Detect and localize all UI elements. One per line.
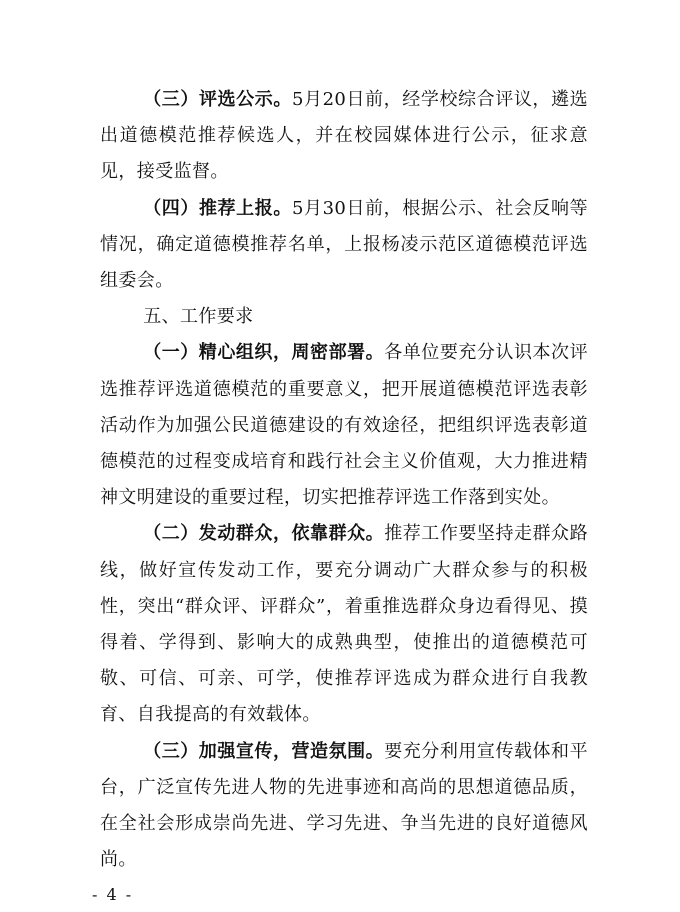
paragraph-selection-publicity [100,82,588,191]
document-body [100,82,588,878]
paragraph-lead: （一）精心组织，周密部署。 [143,342,385,364]
paragraph-text: 推荐工作要坚持走群众路线，做好宣传发动工作，要充分调动广大群众参与的积极性，突出“群众评、评群众”，着重推选群众身边看得见、摸得着、学得到、影响大的成熟典型，使推出的道德模范可敬、可信、可亲、可学，使推荐评选成为群众进行自我教育、自我提高的有效载体。 [100,523,588,726]
paragraph-requirement-organize [100,335,588,516]
paragraph-text: 5月30日前，根据公示、社会反响等情况，确定道德模推荐名单，上报杨凌示范区道德模范评选组委会。 [100,197,588,292]
page-number: - 4 - [92,885,134,904]
paragraph-requirement-publicize [100,734,588,879]
paragraph-lead: （四）推荐上报。 [143,197,292,219]
paragraph-lead: （三）加强宣传，营造氛围。 [143,740,385,762]
paragraph-text: 要充分利用宣传载体和平台，广泛宣传先进人物的先进事迹和高尚的思想道德品质，在全社会形成崇尚先进、学习先进、争当先进的良好道德风尚。 [100,740,588,871]
paragraph-lead: （三）评选公示。 [143,89,292,110]
section-heading: 五、工作要求 [143,306,254,328]
paragraph-text: 各单位要充分认识本次评选推荐评选道德模范的重要意义，把开展道德模范评选表彰活动作为加强公民道德建设的有效途径，把组织评选表彰道德模范的过程变成培育和践行社会主义价值观，大力推进精神文明建设的重要过程，切实把推荐评选工作落到实处。 [100,342,588,509]
paragraph-text: 5月20日前，经学校综合评议，遴选出道德模范推荐候选人，并在校园媒体进行公示，征求意见，接受监督。 [100,89,588,183]
paragraph-requirement-mobilize [100,516,588,733]
paragraph-recommend-report [100,191,588,300]
paragraph-lead: （二）发动群众，依靠群众。 [143,523,385,545]
